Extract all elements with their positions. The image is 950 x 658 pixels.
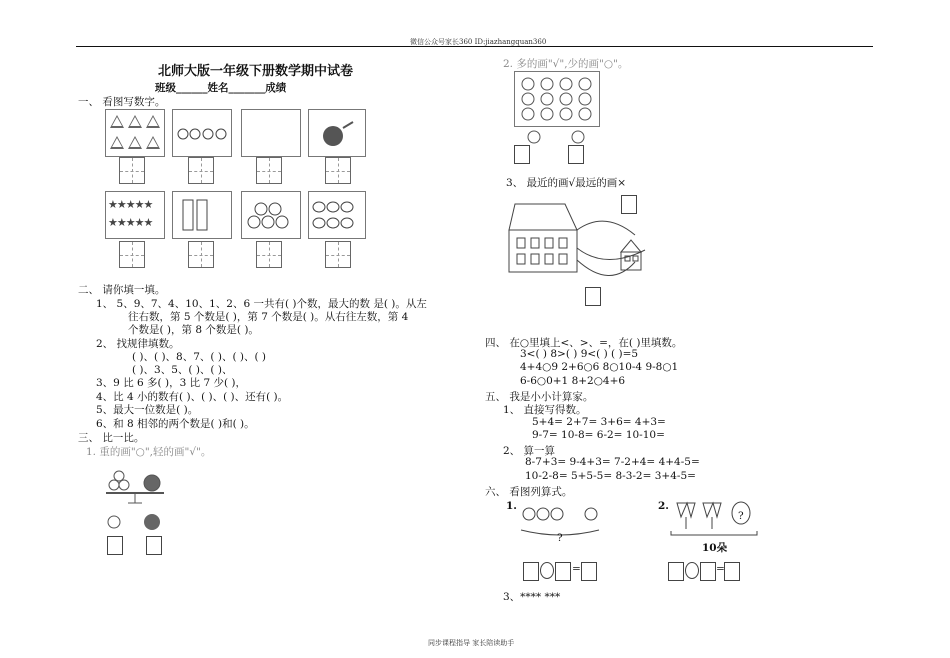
q2-3: 3、9 比 6 多( )，3 比 7 少( )， <box>96 377 246 389</box>
q6-1-box-b[interactable] <box>555 562 571 581</box>
q6-2-label: 2. <box>658 500 669 512</box>
triangles-picture <box>105 109 165 157</box>
q6-3: 3、**** *** <box>503 591 561 603</box>
apple-and-watermelon-icons <box>100 510 170 535</box>
star-icons-bottom: ★★★★★ <box>108 216 153 229</box>
watermelon-picture <box>308 109 366 157</box>
watermelon-icon <box>309 110 365 156</box>
q6-2-box-b[interactable] <box>700 562 716 581</box>
tulip-picture <box>667 495 762 545</box>
answer-box-8[interactable] <box>325 241 351 268</box>
q2-4: 4、比 4 小的数有( )、( )、( )、还有( )。 <box>96 391 289 403</box>
q2-1-line3: 个数是( )，第 8 个数是( )。 <box>128 324 259 336</box>
page-title: 北师大版一年级下册数学期中试卷 <box>158 64 354 79</box>
header-watermark: 微信公众号家长360 ID:jiazhangquan360 <box>410 38 547 46</box>
q6-1-label: 1. <box>506 500 517 512</box>
answer-box-watermelon[interactable] <box>146 536 162 555</box>
answer-box-apple[interactable] <box>107 536 123 555</box>
answer-box-near-house[interactable] <box>585 287 601 306</box>
section-6-heading: 六、 看图列算式。 <box>485 486 573 498</box>
header-rule <box>76 46 873 47</box>
answer-box-3[interactable] <box>256 157 282 184</box>
q6-2-box-a[interactable] <box>668 562 684 581</box>
student-info: 班级______姓名_______成绩 <box>155 82 287 94</box>
q5-1-row1: 5+4= 2+7= 3+6= 4+3= <box>532 416 666 428</box>
q6-2-circle[interactable] <box>685 562 699 579</box>
q4-row1: 3<( ) 8>( ) 9<( ) ( )=5 <box>520 348 639 360</box>
q4-row2: 4+4○9 2+6○6 8○10-4 9-8○1 <box>520 361 679 373</box>
apple-icons <box>173 110 231 156</box>
q5-2-row1: 8-7+3= 9-4+3= 7-2+4= 4+4-5= <box>525 456 700 468</box>
apples-picture <box>172 109 232 157</box>
oval-icons <box>309 192 365 238</box>
q6-1-box-a[interactable] <box>523 562 539 581</box>
star-icons-top: ★★★★★ <box>108 198 153 211</box>
empty-picture <box>241 109 301 157</box>
pencils-picture <box>172 191 232 239</box>
ovals-picture <box>308 191 366 239</box>
q5-2-row2: 10-2-8= 5+5-5= 8-3-2= 3+4-5= <box>525 470 696 482</box>
section-4-heading: 四、 在○里填上<、>、=，在( )里填数。 <box>485 337 683 349</box>
houses-picture <box>495 190 665 310</box>
answer-box-5[interactable] <box>119 241 145 268</box>
peaches-picture <box>241 191 301 239</box>
pencil-icons <box>173 192 231 238</box>
section-2-heading: 二、 请你填一填。 <box>78 284 166 296</box>
peach-pair-icons <box>524 126 594 146</box>
peach-icons <box>242 192 300 238</box>
answer-box-more[interactable] <box>514 145 530 164</box>
q2-6: 6、和 8 相邻的两个数是( )和( )。 <box>96 418 255 430</box>
footer-text: 同步课程指导 家长陪读助手 <box>428 639 515 647</box>
answer-box-less[interactable] <box>568 145 584 164</box>
section-5-heading: 五、 我是小小计算家。 <box>485 391 594 403</box>
fruit-grid-picture <box>514 71 600 127</box>
q2-5: 5、最大一位数是( )。 <box>96 404 199 416</box>
q3-2-prompt: 2. 多的画"√",少的画"○"。 <box>503 58 629 70</box>
q6-1-circle[interactable] <box>540 562 554 579</box>
answer-box-far-house[interactable] <box>621 195 637 214</box>
q5-2-heading: 2、 算一算 <box>503 445 556 457</box>
q2-1-line1: 1、 5、9、7、4、10、1、2、6 一共有( )个数，最大的数 是( )。从左 <box>96 298 427 310</box>
q2-2-heading: 2、 找规律填数。 <box>96 338 180 350</box>
q6-2-box-result[interactable] <box>724 562 740 581</box>
exam-page: 微信公众号家长360 ID:jiazhangquan360 同步课程指导 家长陪读助手 北师大版一年级下册数学期中试卷 班级______姓名_______成绩 一、 看图写数字。 ★★★★★ ★★★★★ 二、 请你填一填。 1、 5、9、7、4、10、1、2、6 一共有( )个数，最大的数 是( )。从左 往右数，第 5 个数是( )，第 7 个数是( )。从右往左数，第 4 个数是( )，第 8 个数是( )。 2、 找规律填数。 ( )、( )、8、7、( )、( )、( ) ( )、3、5、( )、( )、 3、9 比 6 多( )，3 比 7 少( )， 4、比 4 小的数有( )、( )、( )、还有( )。 5、最大一位数是( )。 6、和 8 相邻的两个数是( )和( )。 三、 比一比。 1. 重的画"○",轻的画"√"。 2. 多的画"√",少的画"○"。 3、 最近的画√最远的画× 四、 在○里填上<、>、=，在( )里填数。 3<( ) 8>( ) 9<( ) ( )=5 4+4○9 2+6○6 8○10-4 9-8○1 6-6○0+1 8+2○4+6 五、 我是小小计算家。 1、 直接写得数。 5+4= 2+7= 3+6= 4+3= 9-7= 10-8= 6-2= 10-10= 2、 算一算 8-7+3= 9-4+3= 7-2+4= 4+4-5= 10-2-8= 5+5-5= 8-3-2= 3+4-5= 六、 看图列算式。 1. ? = 2. ? 10朵 = 3、**** *** <box>0 0 950 658</box>
q5-1-row2: 9-7= 10-8= 6-2= 10-10= <box>532 429 665 441</box>
q6-2-total: 10朵 <box>702 542 728 554</box>
answer-box-6[interactable] <box>188 241 214 268</box>
q6-1-box-result[interactable] <box>581 562 597 581</box>
q2-2-line2: ( )、3、5、( )、( )、 <box>132 364 233 376</box>
q3-3-prompt: 3、 最近的画√最远的画× <box>506 177 627 189</box>
answer-box-4[interactable] <box>325 157 351 184</box>
q2-1-line2: 往右数，第 5 个数是( )，第 7 个数是( )。从右往左数，第 4 <box>128 311 409 323</box>
q6-2-question-mark: ? <box>738 510 744 522</box>
answer-box-1[interactable] <box>119 157 145 184</box>
q2-2-line1: ( )、( )、8、7、( )、( )、( ) <box>132 351 267 363</box>
q6-1-question-mark: ? <box>557 532 563 544</box>
section-3-heading: 三、 比一比。 <box>78 432 145 444</box>
balance-scale-picture <box>100 465 170 515</box>
q4-row3: 6-6○0+1 8+2○4+6 <box>520 375 626 387</box>
stars-picture <box>105 191 165 239</box>
section-1-heading: 一、 看图写数字。 <box>78 96 166 108</box>
answer-box-7[interactable] <box>256 241 282 268</box>
fruit-icons <box>515 72 599 126</box>
q3-1-prompt: 1. 重的画"○",轻的画"√"。 <box>86 446 212 458</box>
q5-1-heading: 1、 直接写得数。 <box>503 404 587 416</box>
answer-box-2[interactable] <box>188 157 214 184</box>
